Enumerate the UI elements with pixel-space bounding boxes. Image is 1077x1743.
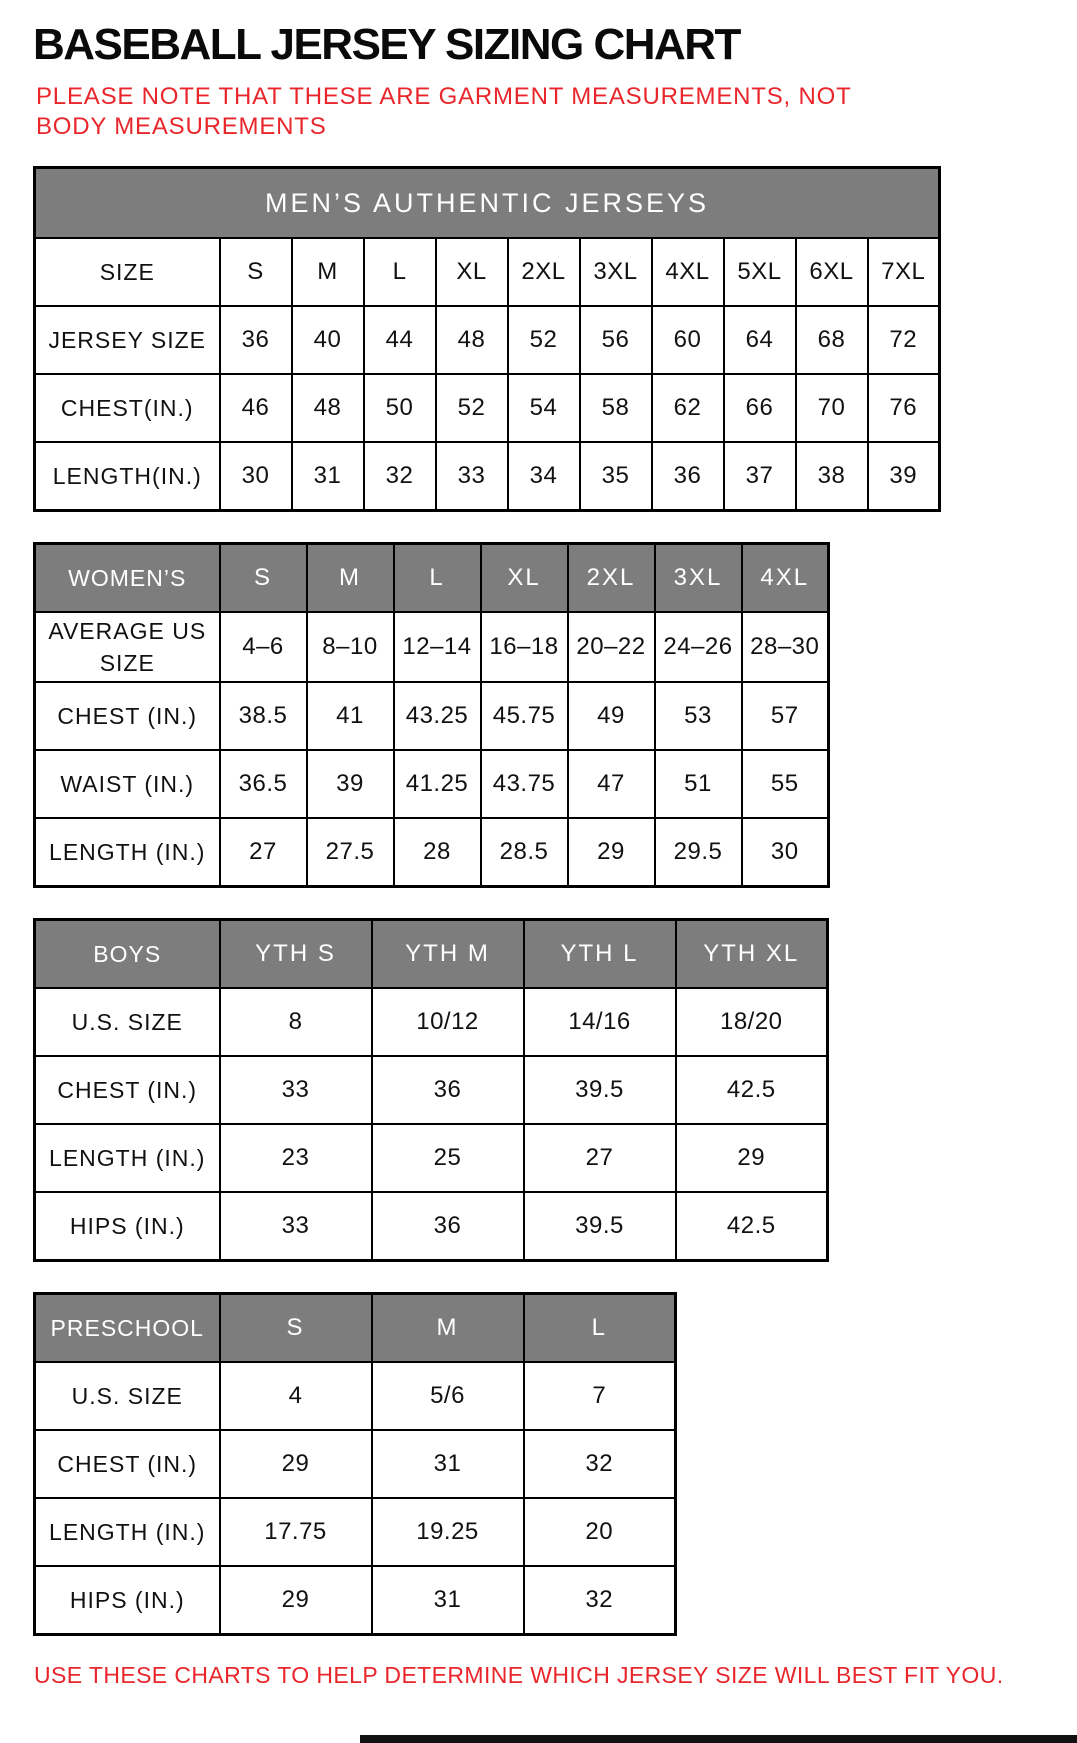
value-cell: 27.5 [307,818,394,887]
value-cell: 72 [868,306,940,374]
row-label: CHEST (IN.) [35,682,220,750]
value-cell: 3XL [580,238,652,306]
value-cell: 33 [220,1056,372,1124]
value-cell: 48 [292,374,364,442]
value-cell: 56 [580,306,652,374]
value-cell: 39 [307,750,394,818]
womens-jerseys-table [33,542,830,888]
value-cell: 52 [508,306,580,374]
value-cell: 39 [868,442,940,511]
value-cell: XL [436,238,508,306]
column-header: S [220,544,307,613]
value-cell: 5/6 [372,1362,524,1430]
value-cell: 32 [364,442,436,511]
value-cell: 76 [868,374,940,442]
value-cell: 36 [220,306,292,374]
value-cell: 17.75 [220,1498,372,1566]
column-header: M [307,544,394,613]
value-cell: 30 [742,818,829,887]
bottom-edge-divider [360,1735,1077,1743]
column-header: XL [481,544,568,613]
value-cell: 31 [372,1566,524,1635]
value-cell: 43.75 [481,750,568,818]
row-label: LENGTH(IN.) [35,442,220,511]
value-cell: 36.5 [220,750,307,818]
fit-advice-note: USE THESE CHARTS TO HELP DETERMINE WHICH JERSEY SIZE WILL BEST FIT YOU. [34,1662,1004,1689]
row-label: SIZE [35,238,220,306]
value-cell: 41.25 [394,750,481,818]
row-label: HIPS (IN.) [35,1566,220,1635]
row-label: CHEST (IN.) [35,1430,220,1498]
value-cell: 50 [364,374,436,442]
value-cell: 28 [394,818,481,887]
value-cell: 46 [220,374,292,442]
column-header: L [394,544,481,613]
value-cell: 36 [372,1192,524,1261]
value-cell: 66 [724,374,796,442]
value-cell: 14/16 [524,988,676,1056]
mens-authentic-jerseys-table [33,166,941,512]
boys-jerseys-table [33,918,829,1262]
row-label: JERSEY SIZE [35,306,220,374]
value-cell: 5XL [724,238,796,306]
value-cell: 7XL [868,238,940,306]
column-header: YTH XL [676,920,828,989]
value-cell: 18/20 [676,988,828,1056]
column-header: 4XL [742,544,829,613]
value-cell: 20 [524,1498,676,1566]
value-cell: 4–6 [220,612,307,682]
column-header: 2XL [568,544,655,613]
value-cell: 24–26 [655,612,742,682]
value-cell: 57 [742,682,829,750]
value-cell: 58 [580,374,652,442]
value-cell: 55 [742,750,829,818]
value-cell: 19.25 [372,1498,524,1566]
value-cell: 31 [292,442,364,511]
value-cell: 31 [372,1430,524,1498]
row-label: AVERAGE US SIZE [35,612,220,682]
value-cell: 53 [655,682,742,750]
value-cell: 38 [796,442,868,511]
value-cell: 29.5 [655,818,742,887]
value-cell: 45.75 [481,682,568,750]
value-cell: 40 [292,306,364,374]
value-cell: L [364,238,436,306]
value-cell: 62 [652,374,724,442]
value-cell: 41 [307,682,394,750]
row-label: U.S. SIZE [35,1362,220,1430]
value-cell: 23 [220,1124,372,1192]
value-cell: 32 [524,1430,676,1498]
value-cell: 4 [220,1362,372,1430]
row-label: U.S. SIZE [35,988,220,1056]
column-header: L [524,1294,676,1363]
value-cell: 64 [724,306,796,374]
value-cell: 54 [508,374,580,442]
value-cell: 27 [524,1124,676,1192]
value-cell: 38.5 [220,682,307,750]
row-label: LENGTH (IN.) [35,1498,220,1566]
value-cell: 8–10 [307,612,394,682]
table-title: PRESCHOOL [35,1294,220,1363]
value-cell: 29 [676,1124,828,1192]
table-title: BOYS [35,920,220,989]
value-cell: 42.5 [676,1192,828,1261]
value-cell: 34 [508,442,580,511]
page-title: BASEBALL JERSEY SIZING CHART [33,20,740,69]
row-label: HIPS (IN.) [35,1192,220,1261]
value-cell: 20–22 [568,612,655,682]
value-cell: S [220,238,292,306]
row-label: CHEST(IN.) [35,374,220,442]
value-cell: 52 [436,374,508,442]
value-cell: 39.5 [524,1056,676,1124]
value-cell: 51 [655,750,742,818]
row-label: LENGTH (IN.) [35,1124,220,1192]
value-cell: 44 [364,306,436,374]
table-title: MEN’S AUTHENTIC JERSEYS [35,168,940,239]
row-label: LENGTH (IN.) [35,818,220,887]
value-cell: 37 [724,442,796,511]
value-cell: 43.25 [394,682,481,750]
value-cell: 68 [796,306,868,374]
value-cell: M [292,238,364,306]
preschool-jerseys-table [33,1292,677,1636]
value-cell: 7 [524,1362,676,1430]
value-cell: 39.5 [524,1192,676,1261]
value-cell: 47 [568,750,655,818]
value-cell: 30 [220,442,292,511]
value-cell: 28.5 [481,818,568,887]
value-cell: 32 [524,1566,676,1635]
value-cell: 49 [568,682,655,750]
value-cell: 60 [652,306,724,374]
value-cell: 16–18 [481,612,568,682]
value-cell: 25 [372,1124,524,1192]
value-cell: 28–30 [742,612,829,682]
value-cell: 10/12 [372,988,524,1056]
column-header: S [220,1294,372,1363]
value-cell: 29 [220,1430,372,1498]
column-header: 3XL [655,544,742,613]
value-cell: 2XL [508,238,580,306]
value-cell: 42.5 [676,1056,828,1124]
value-cell: 4XL [652,238,724,306]
column-header: YTH S [220,920,372,989]
value-cell: 8 [220,988,372,1056]
value-cell: 36 [372,1056,524,1124]
column-header: YTH M [372,920,524,989]
column-header: M [372,1294,524,1363]
value-cell: 27 [220,818,307,887]
value-cell: 33 [220,1192,372,1261]
garment-measurements-note: PLEASE NOTE THAT THESE ARE GARMENT MEASUREMENTS, NOT BODY MEASUREMENTS [36,83,852,140]
table-title: WOMEN’S [35,544,220,613]
value-cell: 35 [580,442,652,511]
value-cell: 29 [220,1566,372,1635]
value-cell: 12–14 [394,612,481,682]
row-label: WAIST (IN.) [35,750,220,818]
column-header: YTH L [524,920,676,989]
row-label: CHEST (IN.) [35,1056,220,1124]
value-cell: 70 [796,374,868,442]
value-cell: 36 [652,442,724,511]
value-cell: 48 [436,306,508,374]
value-cell: 29 [568,818,655,887]
value-cell: 6XL [796,238,868,306]
value-cell: 33 [436,442,508,511]
